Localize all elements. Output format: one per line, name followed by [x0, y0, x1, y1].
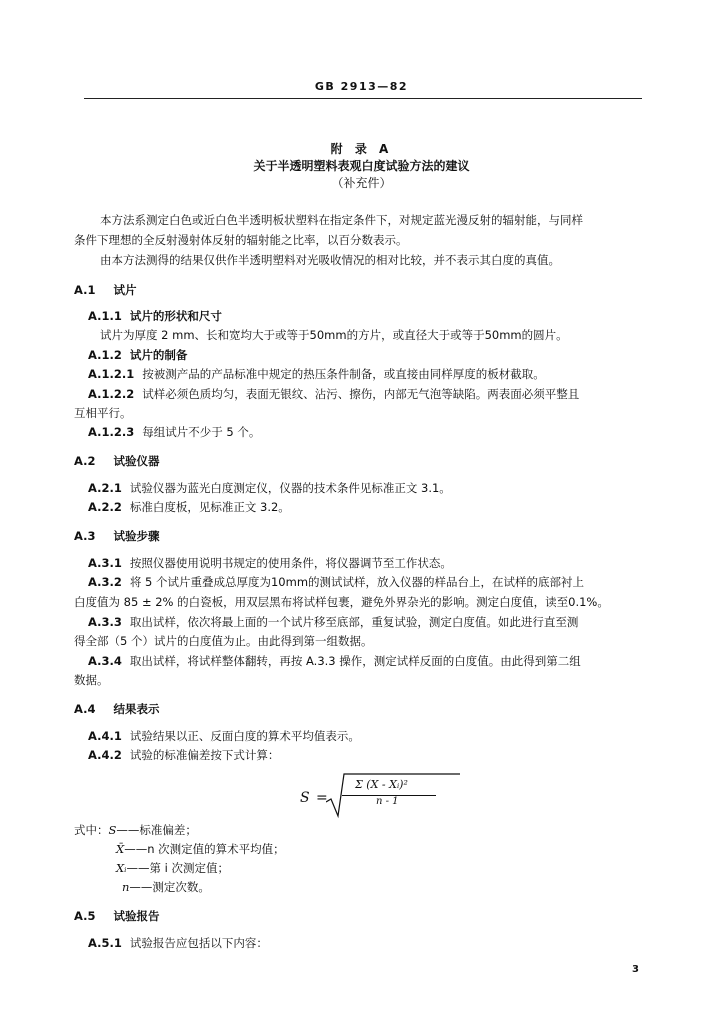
clause-text: 按照仪器使用说明书规定的使用条件，将仪器调节至工作状态。: [129, 556, 452, 570]
appendix-label: 附 录 A: [330, 142, 393, 156]
clause-text: 试验仪器为蓝光白度测定仪，仪器的技术条件见标准正文 3.1。: [129, 481, 451, 495]
clause-number: A.3.1: [88, 556, 122, 570]
clause-text: 取出试样，依次将最上面的一个试片移至底部，重复试验，测定白度值。如此进行直至测: [129, 615, 579, 629]
section-a4-heading: [74, 701, 160, 717]
formula-denominator: n - 1: [376, 796, 399, 807]
clause-text: 取出试样，将试样整体翻转，再按 A.3.3 操作，测定试样反面的白度值。由此得到第二组: [129, 654, 581, 668]
section-number: A.1: [74, 283, 96, 297]
where-label: 式中：: [74, 823, 109, 837]
clause-number: A.3.3: [88, 615, 122, 629]
section-number: A.2: [74, 454, 96, 468]
formula-lhs: S: [300, 790, 310, 806]
clause-number: A.2.2: [88, 500, 122, 514]
section-title: 试片: [113, 283, 137, 297]
clause-text: 每组试片不少于 5 个。: [142, 425, 261, 439]
variable-description: ——n 次测定值的算术平均值；: [124, 842, 285, 856]
where-line-xi: [116, 860, 229, 876]
clause-a51: [88, 935, 268, 951]
clause-number: A.1.1: [88, 309, 122, 323]
clause-number: A.1.2.3: [88, 425, 135, 439]
header-rule: [84, 98, 642, 99]
clause-a32-continued: 白度值为 85 ± 2% 的白瓷板，用双层黑布将试样包裹，避免外界杂光的影响。测定白度值，读至0.1%。: [74, 595, 609, 609]
section-title: 试验报告: [113, 909, 160, 923]
clause-number: A.3.2: [88, 575, 122, 589]
clause-a33: [88, 614, 578, 630]
section-number: A.4: [74, 702, 96, 716]
clause-number: A.1.2: [88, 348, 122, 362]
clause-a11-text: 试片为厚度 2 mm、长和宽均大于或等于50mm的方片，或直径大于或等于50mm的圆片。: [100, 328, 568, 342]
clause-text: 按被测产品的产品标准中规定的热压条件制备，或直接由同样厚度的板材截取。: [142, 367, 545, 381]
clause-number: A.4.2: [88, 748, 122, 762]
clause-number: A.1.2.1: [88, 367, 135, 381]
clause-text: 试验的标准偏差按下式计算：: [129, 748, 280, 762]
clause-number: A.1.2.2: [88, 387, 135, 401]
clause-a21: [88, 480, 451, 496]
clause-a41: [88, 728, 360, 744]
section-title: 结果表示: [113, 702, 160, 716]
clause-title: 试片的制备: [129, 348, 188, 362]
page-number: 3: [632, 964, 639, 975]
clause-title: 试片的形状和尺寸: [129, 309, 222, 323]
clause-text: 将 5 个试片重叠成总厚度为10mm的测试试样，放入仪器的样品台上，在试样的底部衬上: [129, 575, 585, 589]
clause-text: 试验结果以正、反面白度的算术平均值表示。: [129, 729, 360, 743]
variable-symbol: n: [122, 880, 130, 894]
clause-a123: [88, 424, 260, 440]
section-title: 试验步骤: [113, 529, 160, 543]
clause-a32: [88, 574, 584, 590]
section-number: A.3: [74, 529, 96, 543]
intro-paragraph-1-line-2: 条件下理想的全反射漫射体反射的辐射能之比率，以百分数表示。: [74, 233, 408, 247]
clause-number: A.5.1: [88, 936, 122, 950]
intro-paragraph-2: 由本方法测得的结果仅供作半透明塑料对光吸收情况的相对比较，并不表示其白度的真值。: [100, 253, 560, 267]
where-line-n: [122, 879, 210, 895]
standard-number-header: GB 2913—82: [314, 80, 409, 93]
section-a3-heading: [74, 528, 160, 544]
clause-a34-continued: 数据。: [74, 673, 109, 687]
section-a5-heading: [74, 908, 160, 924]
section-a1-heading: [74, 282, 137, 298]
section-a2-heading: [74, 453, 160, 469]
appendix-subtitle: （补充件）: [331, 176, 392, 190]
standard-deviation-formula: [300, 770, 460, 820]
section-number: A.5: [74, 909, 96, 923]
appendix-title: 关于半透明塑料表观白度试验方法的建议: [253, 159, 470, 173]
formula-numerator: Σ (X - Xᵢ)²: [355, 778, 408, 791]
clause-number: A.4.1: [88, 729, 122, 743]
clause-a33-continued: 得全部（5 个）试片的白度值为止。由此得到第一组数据。: [74, 634, 373, 648]
clause-a121: [88, 366, 545, 382]
formula-equals: =: [316, 790, 328, 806]
clause-a34: [88, 653, 581, 669]
clause-number: A.2.1: [88, 481, 122, 495]
clause-number: A.3.4: [88, 654, 122, 668]
section-title: 试验仪器: [113, 454, 160, 468]
variable-symbol: Xᵢ: [116, 861, 127, 875]
variable-symbol: S: [108, 823, 117, 837]
clause-a122-continued: 互相平行。: [74, 406, 132, 420]
variable-description: ——第 i 次测定值；: [126, 861, 230, 875]
clause-a12-heading: [88, 347, 187, 363]
clause-text: 试样必须色质均匀，表面无银纹、沾污、擦伤，内部无气泡等缺陷。两表面必须平整且: [142, 387, 580, 401]
variable-symbol: X̄: [116, 842, 125, 856]
variable-description: ——标准偏差；: [116, 823, 197, 837]
clause-a22: [88, 499, 290, 515]
variable-description: ——测定次数。: [129, 880, 210, 894]
intro-paragraph-1-line-1: 本方法系测定白色或近白色半透明板状塑料在指定条件下，对规定蓝光漫反射的辐射能，与同样: [100, 213, 583, 227]
clause-a31: [88, 555, 452, 571]
where-line-s: [74, 822, 197, 838]
clause-text: 试验报告应包括以下内容：: [129, 936, 268, 950]
clause-a122: [88, 386, 579, 402]
where-line-xbar: [116, 841, 285, 857]
clause-a42: [88, 747, 279, 763]
clause-text: 标准白度板，见标准正文 3.2。: [129, 500, 290, 514]
clause-a11-heading: [88, 308, 222, 324]
